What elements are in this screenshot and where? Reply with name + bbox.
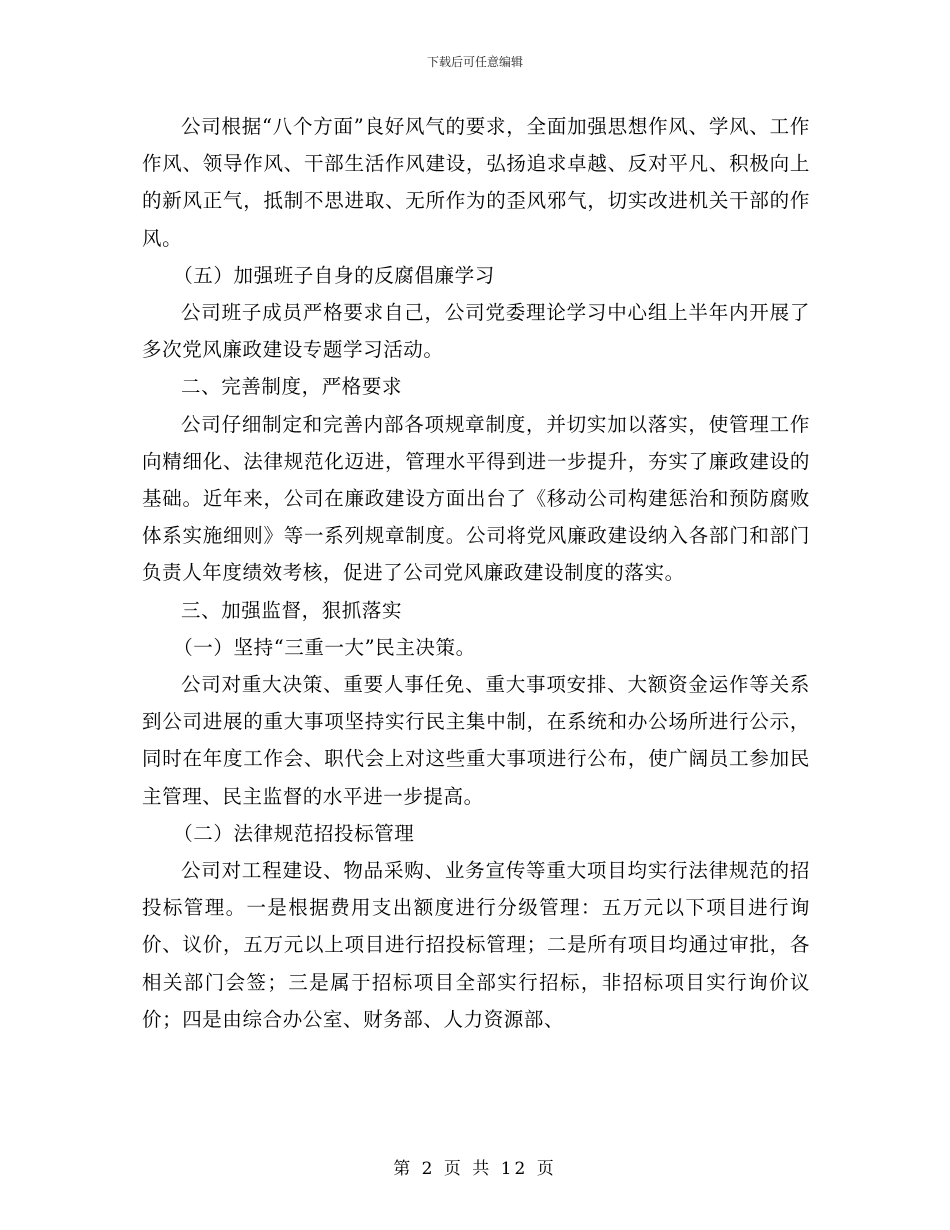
paragraph-style-requirements: 公司根据“八个方面”良好风气的要求，全面加强思想作风、学风、工作作风、领导作风、干部生活作风建设，弘扬追求卓越、反对平凡、积极向上的新风正气，抵制不思进取、无所作为的歪风邪气，切实改进机关干部的作风。 [142, 115, 810, 250]
header-note: 下载后可任意编辑 [426, 55, 523, 69]
page-number: 第 2 页 共 12 页 [393, 1159, 557, 1179]
paragraph-bidding-details: 公司对工程建设、物品采购、业务宣传等重大项目均实行法律规范的招投标管理。一是根据费用支出额度进行分级管理：五万元以下项目进行询价、议价，五万元以上项目进行招投标管理；二是所有项目均通过审批，各相关部门会签；三是属于招标项目全部实行招标，非招标项目实行询价议价；四是由综合办公室、财务部、人力资源部、 [142, 859, 810, 1031]
paragraph-rules-and-regulations: 公司仔细制定和完善内部各项规章制度，并切实加以落实，使管理工作向精细化、法律规范化迈进，管理水平得到进一步提升，夯实了廉政建设的基础。近年来，公司在廉政建设方面出台了《移动公司构建惩治和预防腐败体系实施细则》等一系列规章制度。公司将党风廉政建设纳入各部门和部门负责人年度绩效考核，促进了公司党风廉政建设制度的落实。 [142, 412, 810, 585]
subheading-bidding-management: （二）法律规范招投标管理 [173, 821, 415, 845]
document-body [142, 108, 810, 1038]
heading-improve-system: 二、完善制度，严格要求 [181, 375, 403, 399]
subheading-anti-corruption-study: （五）加强班子自身的反腐倡廉学习 [173, 263, 495, 287]
heading-strengthen-supervision: 三、加强监督，狠抓落实 [181, 598, 403, 622]
paragraph-major-matters: 公司对重大决策、重要人事任免、重大事项安排、大额资金运作等关系到公司进展的重大事项坚持实行民主集中制，在系统和办公场所进行公示，同时在年度工作会、职代会上对这些重大事项进行公布，使广阔员工参加民主管理、民主监督的水平进一步提高。 [142, 673, 810, 808]
subheading-democratic-decision: （一）坚持“三重一大”民主决策。 [173, 635, 476, 659]
paragraph-team-study: 公司班子成员严格要求自己，公司党委理论学习中心组上半年内开展了多次党风廉政建设专题学习活动。 [142, 301, 810, 362]
